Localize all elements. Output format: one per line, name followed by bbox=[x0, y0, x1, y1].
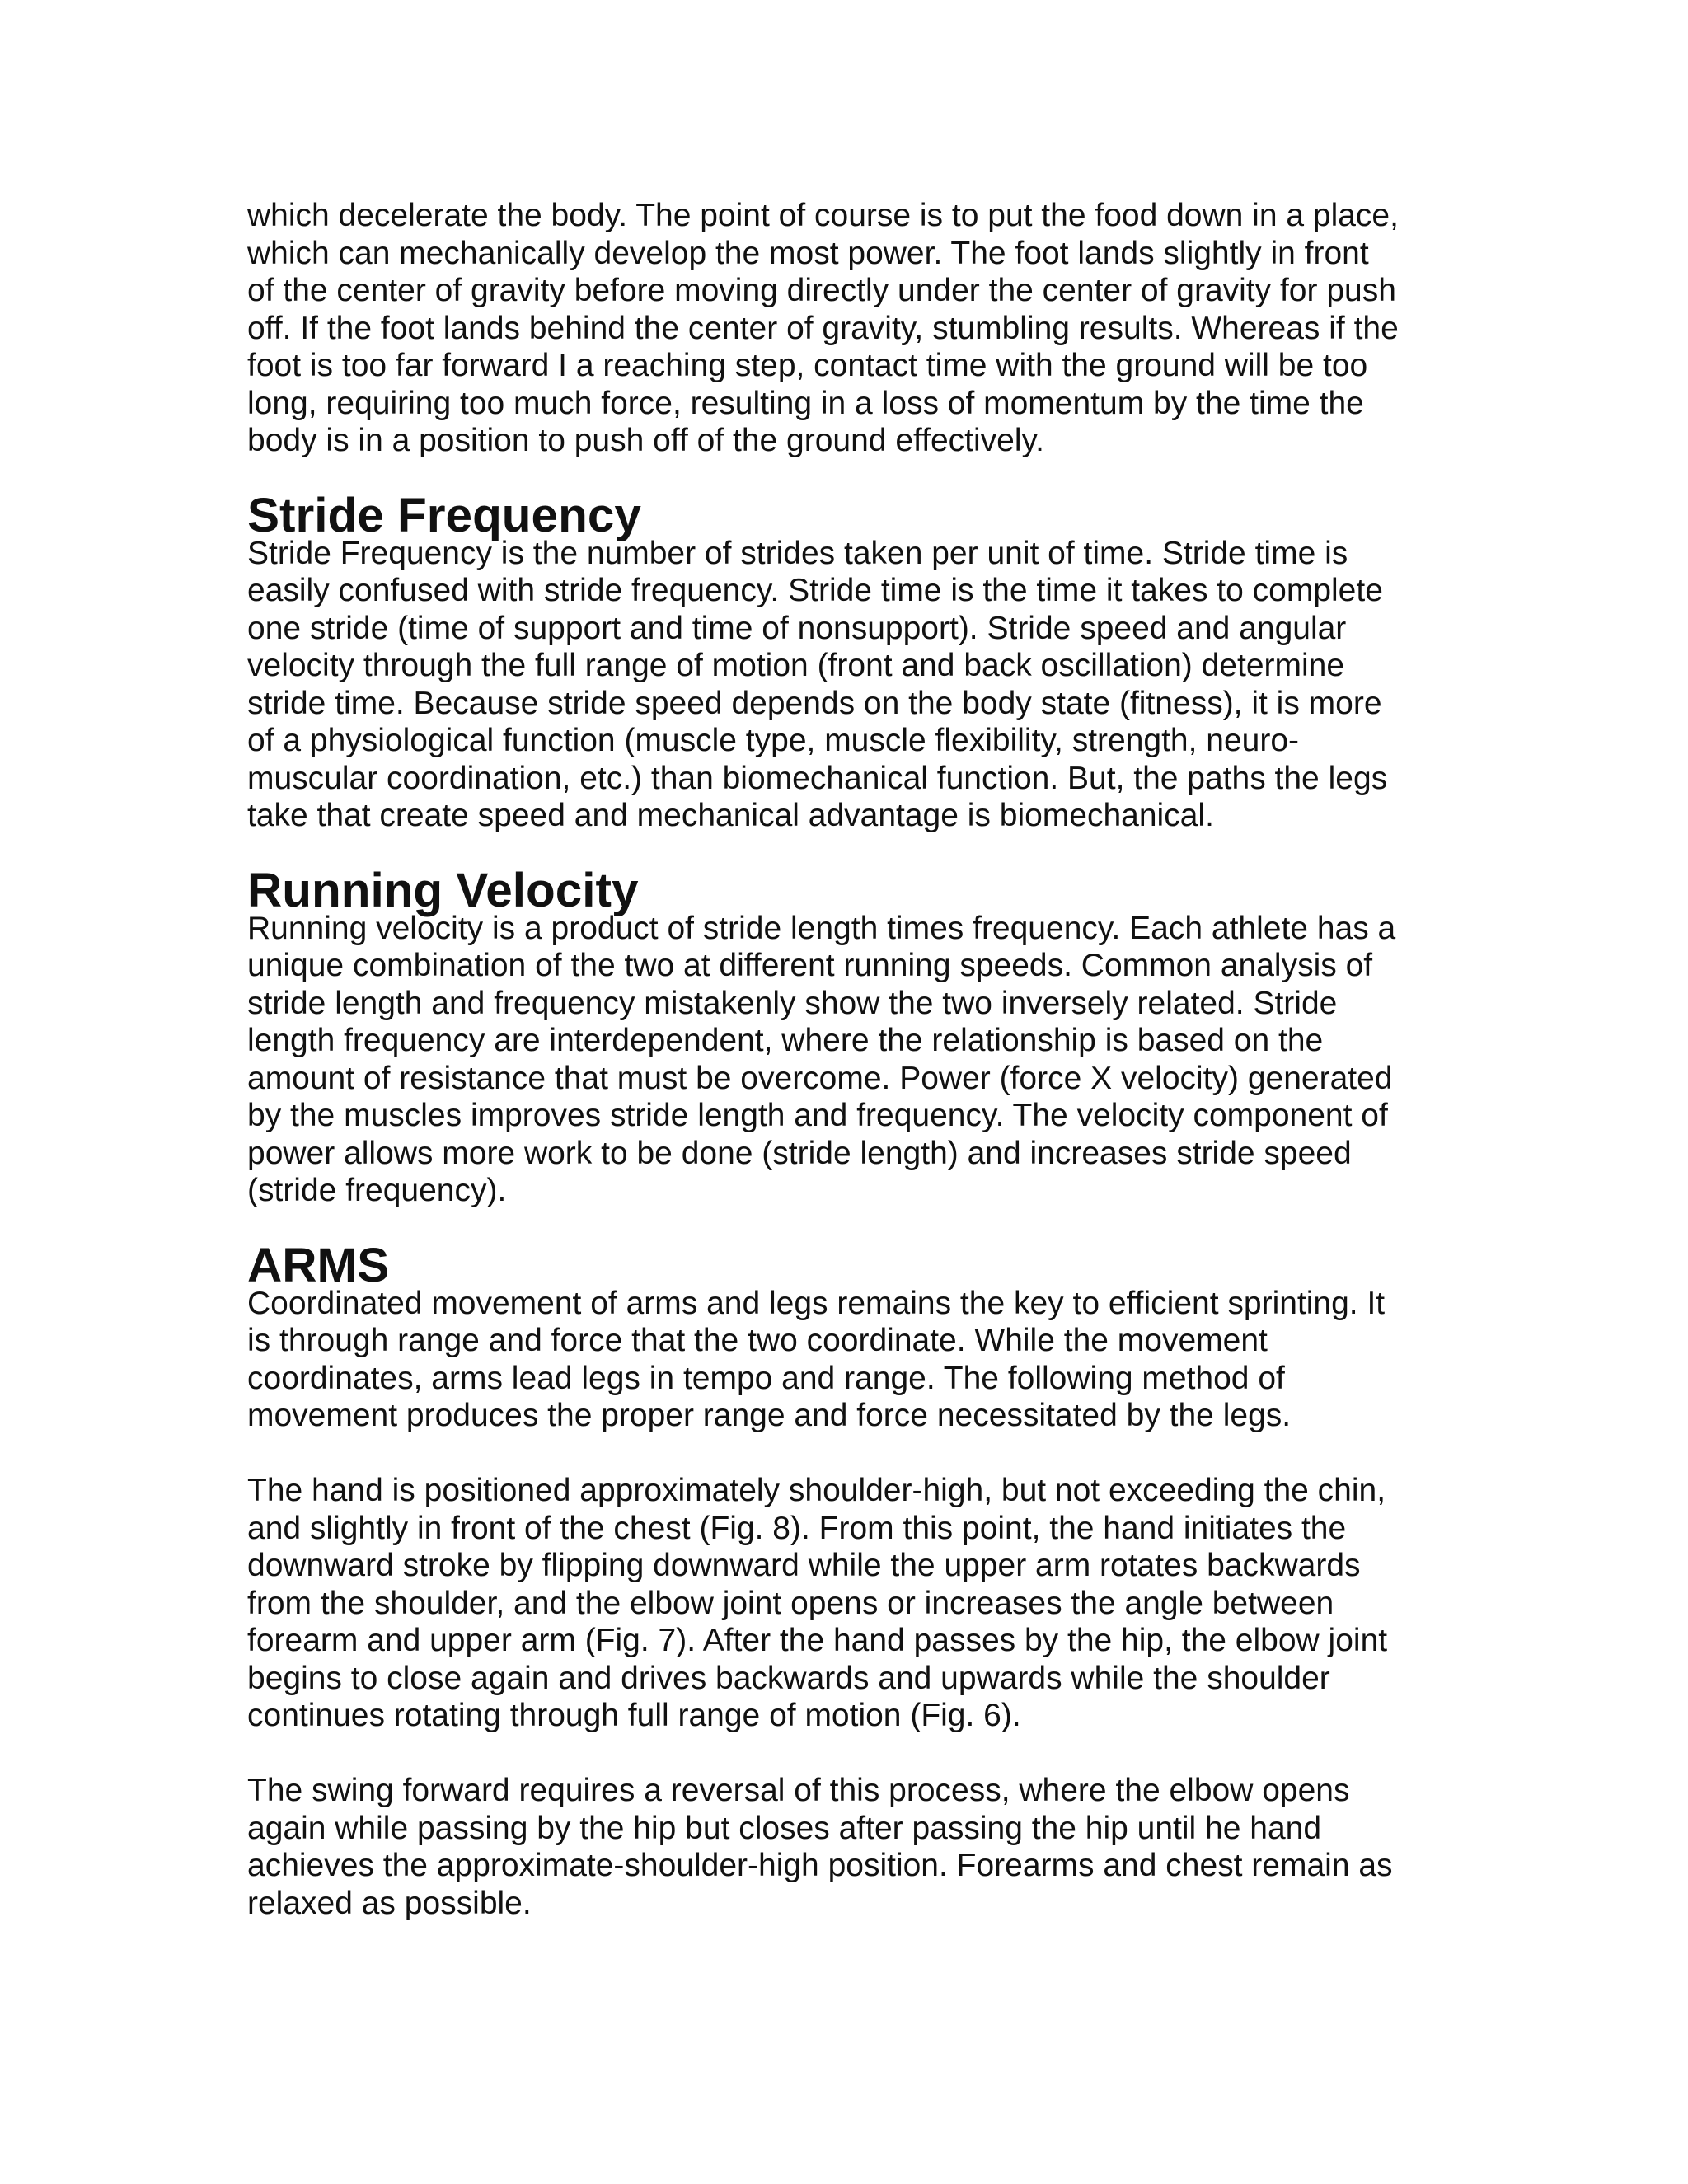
text-line: muscular coordination, etc.) than biomechanical function. But, the paths the legs bbox=[247, 760, 1388, 796]
text-line: stride length and frequency mistakenly show the two inversely related. Stride bbox=[247, 985, 1338, 1021]
text-line: from the shoulder, and the elbow joint opens or increases the angle between bbox=[247, 1585, 1334, 1621]
text-line: The swing forward requires a reversal of this process, where the elbow opens bbox=[247, 1773, 1350, 1808]
text-line: and slightly in front of the chest (Fig. 8). From this point, the hand initiates the bbox=[247, 1510, 1347, 1546]
text-line: downward stroke by flipping downward while the upper arm rotates backwards bbox=[247, 1548, 1361, 1583]
section-arms bbox=[247, 1239, 1451, 1922]
text-line: relaxed as possible. bbox=[247, 1885, 532, 1921]
text-line: Stride Frequency is the number of strides taken per unit of time. Stride time is bbox=[247, 535, 1348, 571]
paragraph bbox=[247, 535, 1451, 835]
section-heading: ARMS bbox=[247, 1239, 390, 1292]
text-line: again while passing by the hip but closes after passing the hip until he hand bbox=[247, 1810, 1322, 1846]
text-line: off. If the foot lands behind the center of gravity, stumbling results. Whereas if the bbox=[247, 310, 1399, 346]
text-line: easily confused with stride frequency. Stride time is the time it takes to complete bbox=[247, 573, 1383, 608]
text-line: of a physiological function (muscle type, muscle flexibility, strength, neuro- bbox=[247, 723, 1300, 758]
text-line: power allows more work to be done (stride length) and increases stride speed bbox=[247, 1135, 1352, 1171]
text-line: The hand is positioned approximately shoulder-high, but not exceeding the chin, bbox=[247, 1473, 1386, 1508]
text-line: velocity through the full range of motion (front and back oscillation) determine bbox=[247, 648, 1345, 683]
text-line: Coordinated movement of arms and legs remains the key to efficient sprinting. It bbox=[247, 1285, 1386, 1321]
paragraph bbox=[247, 910, 1451, 1210]
text-line: is through range and force that the two coordinate. While the movement bbox=[247, 1323, 1268, 1358]
text-line: which can mechanically develop the most power. The foot lands slightly in front bbox=[247, 235, 1369, 271]
paragraph bbox=[247, 1472, 1451, 1735]
section-stride-frequency bbox=[247, 489, 1451, 835]
paragraph bbox=[247, 1772, 1451, 1922]
text-line: body is in a position to push off of the ground effectively. bbox=[247, 423, 1044, 458]
text-line: movement produces the proper range and force necessitated by the legs. bbox=[247, 1398, 1292, 1433]
paragraph-spacer bbox=[247, 1735, 1451, 1773]
text-line: one stride (time of support and time of nonsupport). Stride speed and angular bbox=[247, 610, 1347, 646]
text-line: Running velocity is a product of stride length times frequency. Each athlete has a bbox=[247, 910, 1396, 946]
section-intro bbox=[247, 197, 1451, 460]
text-line: unique combination of the two at different running speeds. Common analysis of bbox=[247, 948, 1373, 983]
text-line: continues rotating through full range of motion (Fig. 6). bbox=[247, 1698, 1021, 1733]
text-line: forearm and upper arm (Fig. 7). After the hand passes by the hip, the elbow joint bbox=[247, 1623, 1388, 1658]
paragraph-spacer bbox=[247, 1435, 1451, 1473]
text-line: foot is too far forward I a reaching step, contact time with the ground will be too bbox=[247, 348, 1368, 383]
text-line: achieves the approximate-shoulder-high position. Forearms and chest remain as bbox=[247, 1848, 1393, 1883]
paragraph-spacer bbox=[247, 1210, 1451, 1248]
document-page bbox=[247, 197, 1451, 1922]
section-running-velocity bbox=[247, 864, 1451, 1210]
paragraph bbox=[247, 1285, 1451, 1435]
text-line: which decelerate the body. The point of course is to put the food down in a place, bbox=[247, 198, 1399, 233]
text-line: begins to close again and drives backwards and upwards while the shoulder bbox=[247, 1660, 1330, 1696]
text-line: coordinates, arms lead legs in tempo and range. The following method of bbox=[247, 1360, 1285, 1396]
text-line: amount of resistance that must be overcome. Power (force X velocity) generated bbox=[247, 1060, 1393, 1096]
text-line: length frequency are interdependent, where the relationship is based on the bbox=[247, 1023, 1324, 1058]
text-line: long, requiring too much force, resulting in a loss of momentum by the time the bbox=[247, 385, 1364, 421]
section-heading: Stride Frequency bbox=[247, 489, 641, 542]
paragraph bbox=[247, 197, 1451, 460]
text-line: by the muscles improves stride length and frequency. The velocity component of bbox=[247, 1098, 1388, 1133]
text-line: (stride frequency). bbox=[247, 1173, 507, 1208]
section-heading: Running Velocity bbox=[247, 864, 639, 917]
text-line: take that create speed and mechanical advantage is biomechanical. bbox=[247, 798, 1214, 833]
text-line: of the center of gravity before moving directly under the center of gravity for push bbox=[247, 273, 1396, 308]
text-line: stride time. Because stride speed depends on the body state (fitness), it is more bbox=[247, 685, 1382, 721]
